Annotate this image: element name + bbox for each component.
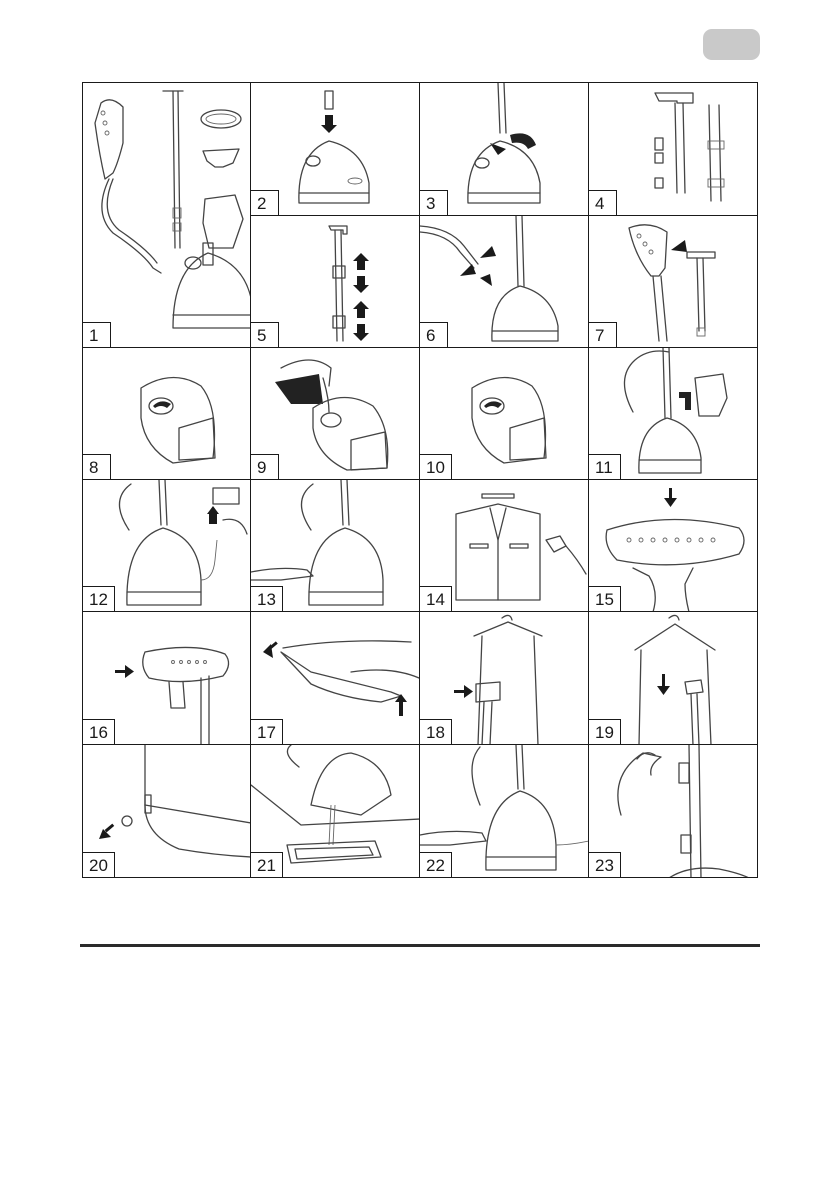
step-19-panel <box>589 612 758 745</box>
step-23-number: 23 <box>589 852 621 877</box>
step-5-panel <box>251 216 420 348</box>
section-divider <box>80 944 760 947</box>
step-11-panel <box>589 348 758 480</box>
step-18-number: 18 <box>420 719 452 744</box>
step-21-number: 21 <box>251 852 283 877</box>
step-7-number: 7 <box>589 322 617 347</box>
step-10-number: 10 <box>420 454 452 479</box>
step-8-number: 8 <box>83 454 111 479</box>
language-tab <box>703 29 760 60</box>
step-21-panel <box>251 745 420 878</box>
step-14-number: 14 <box>420 586 452 611</box>
step-2-number: 2 <box>251 190 279 215</box>
step-22-number: 22 <box>420 852 452 877</box>
step-10-panel <box>420 348 589 480</box>
step-3-number: 3 <box>420 190 448 215</box>
step-3-panel <box>420 83 589 216</box>
step-2-panel <box>251 83 420 216</box>
step-4-number: 4 <box>589 190 617 215</box>
step-17-number: 17 <box>251 719 283 744</box>
step-1-number: 1 <box>83 322 111 347</box>
step-4-panel <box>589 83 758 216</box>
step-16-number: 16 <box>83 719 115 744</box>
step-13-number: 13 <box>251 586 283 611</box>
step-9-number: 9 <box>251 454 279 479</box>
step-17-panel <box>251 612 420 745</box>
step-16-panel <box>83 612 251 745</box>
parts-overview-illustration <box>83 83 251 348</box>
step-20-panel <box>83 745 251 878</box>
step-18-panel <box>420 612 589 745</box>
step-15-number: 15 <box>589 586 621 611</box>
step-5-number: 5 <box>251 322 279 347</box>
step-20-number: 20 <box>83 852 115 877</box>
step-22-panel <box>420 745 589 878</box>
instruction-figure-grid <box>82 82 758 878</box>
step-23-panel <box>589 745 758 878</box>
step-1-panel <box>83 83 251 348</box>
step-14-panel <box>420 480 589 612</box>
step-13-panel <box>251 480 420 612</box>
step-11-number: 11 <box>589 454 621 479</box>
step-6-panel <box>420 216 589 348</box>
step-9-panel <box>251 348 420 480</box>
step-19-number: 19 <box>589 719 621 744</box>
step-7-panel <box>589 216 758 348</box>
step-15-panel <box>589 480 758 612</box>
step-12-panel <box>83 480 251 612</box>
step-8-panel <box>83 348 251 480</box>
step-12-number: 12 <box>83 586 115 611</box>
step-6-number: 6 <box>420 322 448 347</box>
